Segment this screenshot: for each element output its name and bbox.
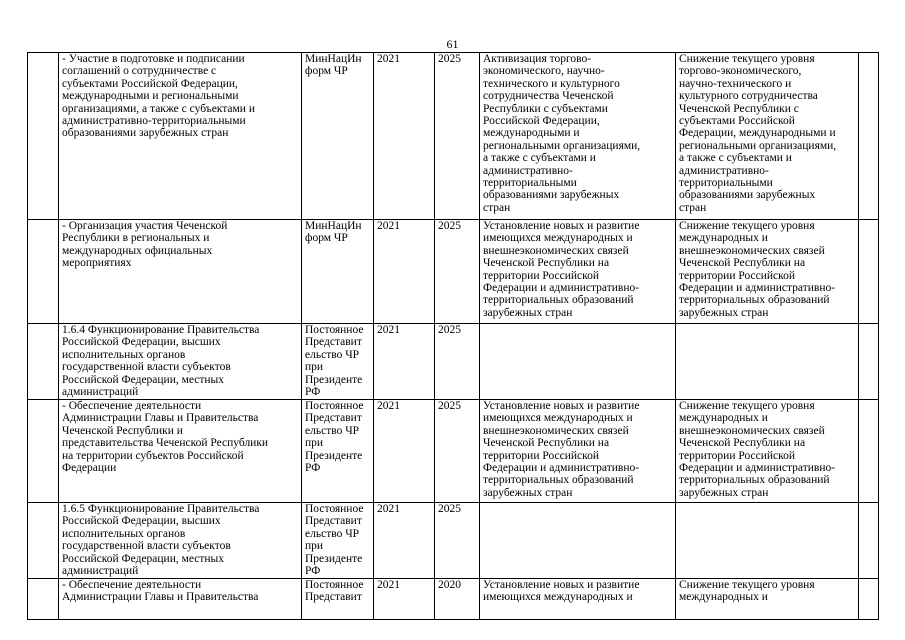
row-number-cell: [28, 53, 59, 220]
executor-cell: МинНацИн форм ЧР: [302, 220, 374, 324]
page-number: 61: [446, 37, 459, 51]
expected-result-cell: [480, 324, 676, 400]
executor-cell: Постоянное Представит: [302, 579, 374, 620]
consequence-cell: [676, 324, 859, 400]
consequence-cell: [676, 503, 859, 579]
executor-cell: Постоянное Представит ельство ЧР при Президенте РФ: [302, 503, 374, 579]
row-number-cell: [28, 220, 59, 324]
end-year-cell: 2025: [435, 400, 480, 503]
table-row: [28, 400, 879, 503]
activity-cell: - Обеспечение деятельности Администрации Главы и Правительства: [59, 579, 302, 620]
empty-cell: [859, 324, 879, 400]
expected-result-cell: Установление новых и развитие имеющихся международных и внешнеэкономических связей Чеченской Республики на территории Российской Федерации и административно- территориальных образований зарубежных стран: [480, 220, 676, 324]
activity-cell: - Обеспечение деятельности Администрации Главы и Правительства Чеченской Республики и представительства Чеченской Республики на территории субъектов Российской Федерации: [59, 400, 302, 503]
table-row: [28, 503, 879, 579]
empty-cell: [859, 400, 879, 503]
end-year-cell: 2025: [435, 324, 480, 400]
start-year-cell: 2021: [374, 579, 435, 620]
program-activities-table: [27, 52, 879, 620]
table-row: [28, 579, 879, 620]
start-year-cell: 2021: [374, 503, 435, 579]
activity-cell: - Участие в подготовке и подписании соглашений о сотрудничестве с субъектами Российской Федерации, международными и региональными организациями, а также с субъектами и административно-территориальными образованиями зарубежных стран: [59, 53, 302, 220]
table-row: [28, 53, 879, 220]
consequence-cell: Снижение текущего уровня торгово-экономического, научно-технического и культурного сотрудничества Чеченской Республики с субъектами Российской Федерации, международными и региональными организациями, а также с субъектами и административно- территориальными образованиями зарубежных стран: [676, 53, 859, 220]
end-year-cell: 2020: [435, 579, 480, 620]
activity-cell: 1.6.4 Функционирование Правительства Российской Федерации, высших исполнительных органов государственной власти субъектов Российской Федерации, местных администраций: [59, 324, 302, 400]
table-row: [28, 220, 879, 324]
executor-cell: Постоянное Представит ельство ЧР при Президенте РФ: [302, 400, 374, 503]
activity-cell: - Организация участия Чеченской Республики в региональных и международных официальных мероприятиях: [59, 220, 302, 324]
empty-cell: [859, 579, 879, 620]
expected-result-cell: [480, 503, 676, 579]
end-year-cell: 2025: [435, 53, 480, 220]
table-row: [28, 324, 879, 400]
start-year-cell: 2021: [374, 220, 435, 324]
empty-cell: [859, 503, 879, 579]
expected-result-cell: Установление новых и развитие имеющихся международных и: [480, 579, 676, 620]
start-year-cell: 2021: [374, 324, 435, 400]
executor-cell: Постоянное Представит ельство ЧР при Президенте РФ: [302, 324, 374, 400]
row-number-cell: [28, 324, 59, 400]
row-number-cell: [28, 400, 59, 503]
end-year-cell: 2025: [435, 220, 480, 324]
start-year-cell: 2021: [374, 53, 435, 220]
consequence-cell: Снижение текущего уровня международных и внешнеэкономических связей Чеченской Республики на территории Российской Федерации и административно- территориальных образований зарубежных стран: [676, 400, 859, 503]
consequence-cell: Снижение текущего уровня международных и: [676, 579, 859, 620]
empty-cell: [859, 220, 879, 324]
end-year-cell: 2025: [435, 503, 480, 579]
expected-result-cell: Активизация торгово- экономического, научно- технического и культурного сотрудничества Чеченской Республики с субъектами Российской Федерации, международными и региональными организациями, а также с субъектами и административно- территориальными образованиями зарубежных стран: [480, 53, 676, 220]
start-year-cell: 2021: [374, 400, 435, 503]
expected-result-cell: Установление новых и развитие имеющихся международных и внешнеэкономических связей Чеченской Республики на территории Российской Федерации и административно- территориальных образований зарубежных стран: [480, 400, 676, 503]
row-number-cell: [28, 579, 59, 620]
row-number-cell: [28, 503, 59, 579]
activity-cell: 1.6.5 Функционирование Правительства Российской Федерации, высших исполнительных органов государственной власти субъектов Российской Федерации, местных администраций: [59, 503, 302, 579]
executor-cell: МинНацИн форм ЧР: [302, 53, 374, 220]
consequence-cell: Снижение текущего уровня международных и внешнеэкономических связей Чеченской Республики на территории Российской Федерации и административно- территориальных образований зарубежных стран: [676, 220, 859, 324]
empty-cell: [859, 53, 879, 220]
